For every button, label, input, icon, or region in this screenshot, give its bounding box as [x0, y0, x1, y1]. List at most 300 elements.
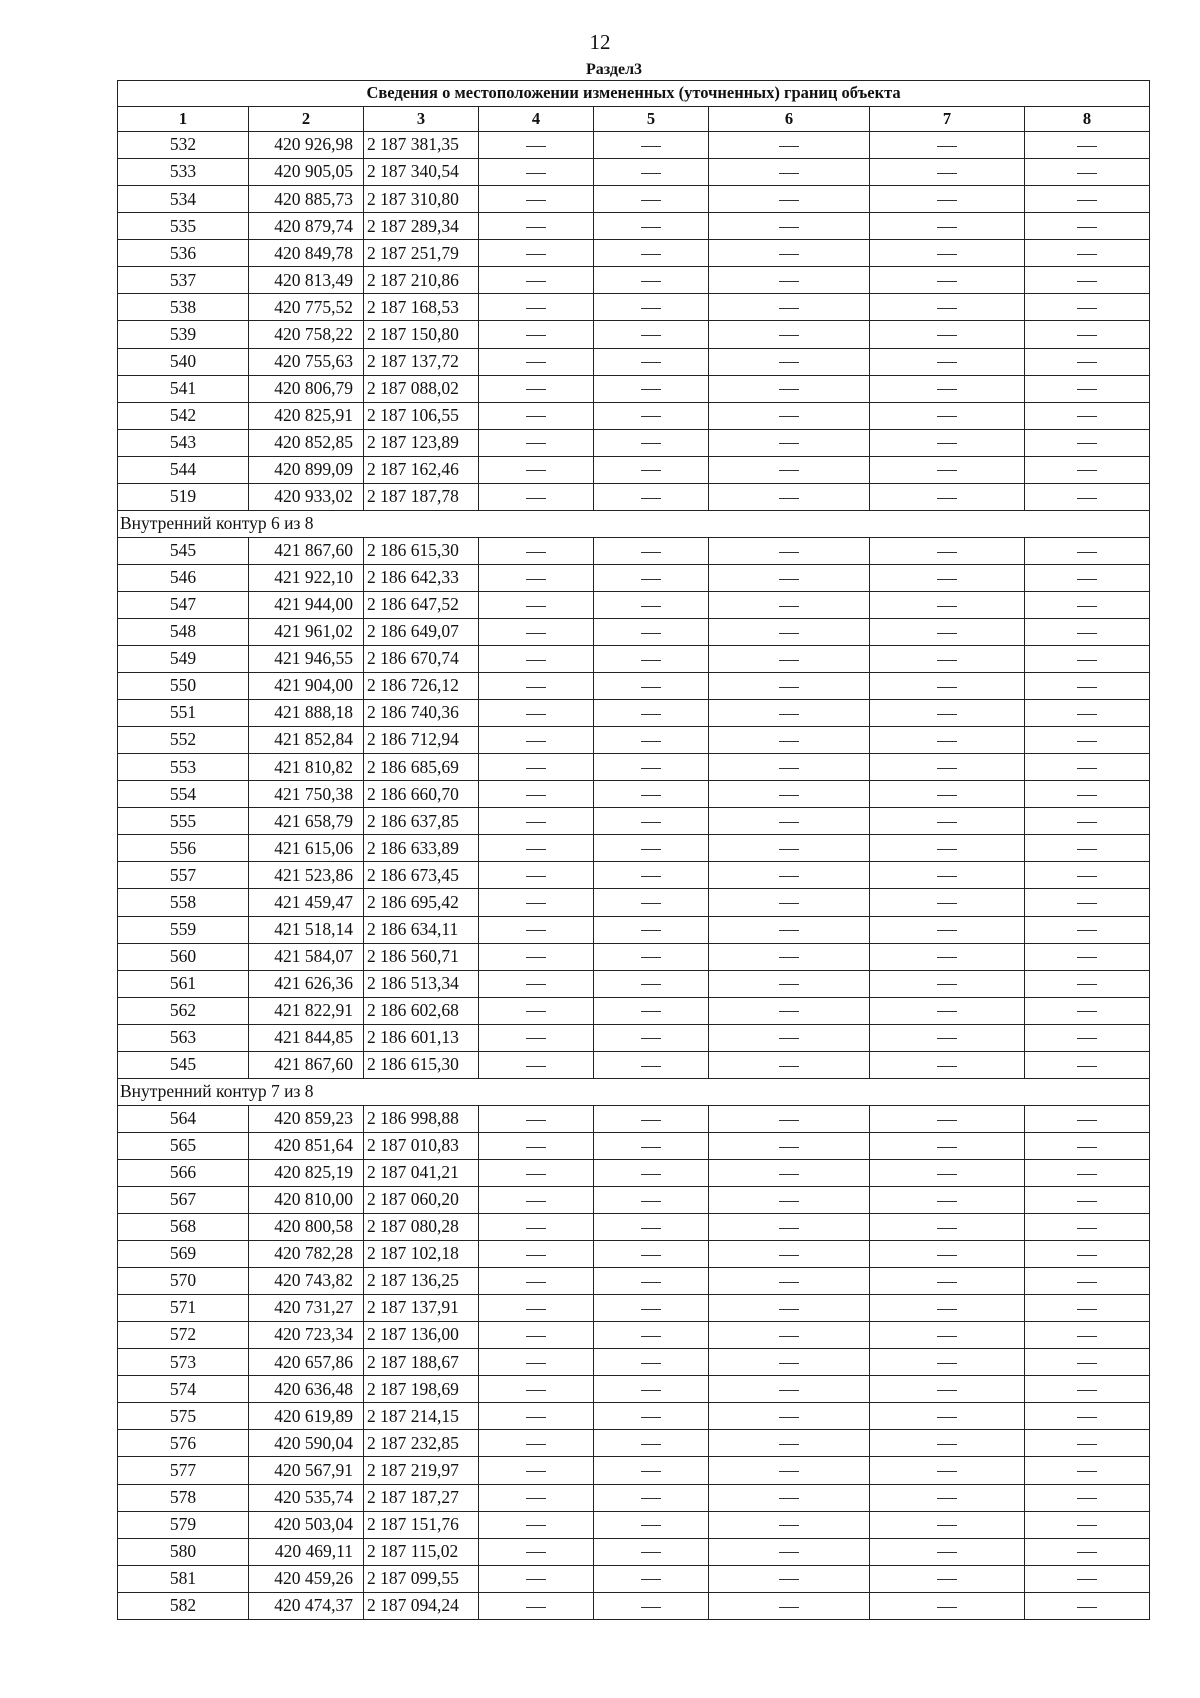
- table-row: [118, 1159, 1150, 1186]
- dash-mark: [641, 957, 661, 958]
- dash-mark: [526, 470, 546, 471]
- point-number-cell: 532: [118, 132, 249, 159]
- dash-mark: [1077, 822, 1097, 823]
- coord-x-cell: 421 658,79: [249, 808, 364, 835]
- coord-x-cell: 420 933,02: [249, 483, 364, 510]
- empty-value-cell: [594, 1241, 709, 1268]
- coord-x-cell: 420 590,04: [249, 1430, 364, 1457]
- dash-mark: [641, 1038, 661, 1039]
- empty-value-cell: [709, 1214, 870, 1241]
- coordinates-table: [117, 80, 1150, 1620]
- dash-mark: [1077, 227, 1097, 228]
- coord-x-cell: 420 619,89: [249, 1403, 364, 1430]
- empty-value-cell: [709, 375, 870, 402]
- table-row: [118, 862, 1150, 889]
- dash-mark: [1077, 660, 1097, 661]
- dash-mark: [937, 227, 957, 228]
- coord-y-cell: 2 186 560,71: [364, 943, 479, 970]
- empty-value-cell: [1025, 321, 1150, 348]
- dash-mark: [1077, 389, 1097, 390]
- point-number-cell: 574: [118, 1376, 249, 1403]
- empty-value-cell: [1025, 943, 1150, 970]
- empty-value-cell: [479, 483, 594, 510]
- empty-value-cell: [1025, 375, 1150, 402]
- dash-mark: [641, 389, 661, 390]
- dash-mark: [641, 1390, 661, 1391]
- dash-mark: [1077, 1066, 1097, 1067]
- dash-mark: [641, 498, 661, 499]
- point-number-cell: 561: [118, 970, 249, 997]
- empty-value-cell: [709, 1295, 870, 1322]
- dash-mark: [937, 795, 957, 796]
- dash-mark: [937, 552, 957, 553]
- point-number-cell: 571: [118, 1295, 249, 1322]
- coord-y-cell: 2 186 685,69: [364, 754, 479, 781]
- point-number-cell: 579: [118, 1511, 249, 1538]
- dash-mark: [779, 633, 799, 634]
- coord-x-cell: 420 905,05: [249, 159, 364, 186]
- dash-mark: [779, 606, 799, 607]
- empty-value-cell: [870, 159, 1025, 186]
- dash-mark: [937, 1607, 957, 1608]
- empty-value-cell: [870, 429, 1025, 456]
- empty-value-cell: [709, 1241, 870, 1268]
- empty-value-cell: [479, 1592, 594, 1619]
- point-number-cell: 543: [118, 429, 249, 456]
- dash-mark: [779, 173, 799, 174]
- dash-mark: [779, 1011, 799, 1012]
- coord-y-cell: 2 187 060,20: [364, 1186, 479, 1213]
- empty-value-cell: [479, 970, 594, 997]
- coord-x-cell: 420 758,22: [249, 321, 364, 348]
- dash-mark: [937, 930, 957, 931]
- dash-mark: [1077, 146, 1097, 147]
- coord-x-cell: 420 459,26: [249, 1565, 364, 1592]
- empty-value-cell: [870, 1376, 1025, 1403]
- dash-mark: [1077, 903, 1097, 904]
- point-number-cell: 549: [118, 646, 249, 673]
- empty-value-cell: [594, 1295, 709, 1322]
- coord-x-cell: 420 731,27: [249, 1295, 364, 1322]
- dash-mark: [641, 1471, 661, 1472]
- empty-value-cell: [1025, 889, 1150, 916]
- empty-value-cell: [1025, 970, 1150, 997]
- dash-mark: [1077, 1498, 1097, 1499]
- empty-value-cell: [1025, 754, 1150, 781]
- empty-value-cell: [594, 1349, 709, 1376]
- empty-value-cell: [479, 1105, 594, 1132]
- empty-value-cell: [709, 889, 870, 916]
- dash-mark: [937, 606, 957, 607]
- coord-y-cell: 2 187 010,83: [364, 1132, 479, 1159]
- point-number-cell: 563: [118, 1024, 249, 1051]
- empty-value-cell: [479, 646, 594, 673]
- empty-value-cell: [594, 997, 709, 1024]
- dash-mark: [641, 930, 661, 931]
- empty-value-cell: [1025, 1322, 1150, 1349]
- coord-x-cell: 420 800,58: [249, 1214, 364, 1241]
- dash-mark: [641, 1309, 661, 1310]
- coord-x-cell: 420 636,48: [249, 1376, 364, 1403]
- dash-mark: [779, 660, 799, 661]
- dash-mark: [1077, 579, 1097, 580]
- coord-x-cell: 420 723,34: [249, 1322, 364, 1349]
- coord-y-cell: 2 187 099,55: [364, 1565, 479, 1592]
- empty-value-cell: [870, 1186, 1025, 1213]
- column-header: 7: [870, 106, 1025, 132]
- table-row: [118, 1349, 1150, 1376]
- dash-mark: [937, 876, 957, 877]
- point-number-cell: 582: [118, 1592, 249, 1619]
- coord-y-cell: 2 186 602,68: [364, 997, 479, 1024]
- dash-mark: [779, 1471, 799, 1472]
- dash-mark: [641, 687, 661, 688]
- empty-value-cell: [1025, 1538, 1150, 1565]
- empty-value-cell: [870, 1105, 1025, 1132]
- coord-x-cell: 420 926,98: [249, 132, 364, 159]
- empty-value-cell: [870, 564, 1025, 591]
- dash-mark: [937, 984, 957, 985]
- coord-x-cell: 420 810,00: [249, 1186, 364, 1213]
- dash-mark: [937, 1309, 957, 1310]
- dash-mark: [641, 1363, 661, 1364]
- dash-mark: [641, 1579, 661, 1580]
- coord-y-cell: 2 187 041,21: [364, 1159, 479, 1186]
- empty-value-cell: [479, 1457, 594, 1484]
- empty-value-cell: [479, 240, 594, 267]
- dash-mark: [779, 1552, 799, 1553]
- empty-value-cell: [870, 1295, 1025, 1322]
- dash-mark: [526, 1282, 546, 1283]
- dash-mark: [937, 1066, 957, 1067]
- empty-value-cell: [1025, 1159, 1150, 1186]
- coord-y-cell: 2 187 151,76: [364, 1511, 479, 1538]
- empty-value-cell: [594, 862, 709, 889]
- empty-value-cell: [594, 159, 709, 186]
- empty-value-cell: [479, 402, 594, 429]
- table-row: [118, 186, 1150, 213]
- dash-mark: [937, 1444, 957, 1445]
- coord-x-cell: 420 851,64: [249, 1132, 364, 1159]
- table-row: [118, 727, 1150, 754]
- empty-value-cell: [1025, 781, 1150, 808]
- point-number-cell: 541: [118, 375, 249, 402]
- dash-mark: [1077, 1309, 1097, 1310]
- dash-mark: [937, 1390, 957, 1391]
- empty-value-cell: [709, 1159, 870, 1186]
- dash-mark: [1077, 849, 1097, 850]
- dash-mark: [1077, 795, 1097, 796]
- coord-y-cell: 2 186 642,33: [364, 564, 479, 591]
- dash-mark: [937, 362, 957, 363]
- dash-mark: [937, 308, 957, 309]
- dash-mark: [937, 173, 957, 174]
- coord-y-cell: 2 186 601,13: [364, 1024, 479, 1051]
- dash-mark: [641, 470, 661, 471]
- empty-value-cell: [870, 1511, 1025, 1538]
- table-row: [118, 348, 1150, 375]
- point-number-cell: 544: [118, 456, 249, 483]
- empty-value-cell: [870, 835, 1025, 862]
- empty-value-cell: [479, 1132, 594, 1159]
- empty-value-cell: [594, 619, 709, 646]
- empty-value-cell: [479, 673, 594, 700]
- point-number-cell: 535: [118, 213, 249, 240]
- dash-mark: [641, 416, 661, 417]
- contour-label: Внутренний контур 7 из 8: [118, 1078, 1150, 1105]
- empty-value-cell: [594, 240, 709, 267]
- dash-mark: [779, 1390, 799, 1391]
- table-row: [118, 1403, 1150, 1430]
- dash-mark: [779, 1255, 799, 1256]
- empty-value-cell: [1025, 294, 1150, 321]
- table-row: [118, 1322, 1150, 1349]
- dash-mark: [937, 957, 957, 958]
- point-number-cell: 545: [118, 537, 249, 564]
- empty-value-cell: [870, 294, 1025, 321]
- dash-mark: [526, 1038, 546, 1039]
- empty-value-cell: [709, 1051, 870, 1078]
- table-row: [118, 943, 1150, 970]
- dash-mark: [779, 1607, 799, 1608]
- empty-value-cell: [1025, 402, 1150, 429]
- empty-value-cell: [479, 159, 594, 186]
- dash-mark: [937, 741, 957, 742]
- empty-value-cell: [479, 591, 594, 618]
- point-number-cell: 553: [118, 754, 249, 781]
- table-row: [118, 754, 1150, 781]
- empty-value-cell: [870, 1051, 1025, 1078]
- column-header: 8: [1025, 106, 1150, 132]
- dash-mark: [779, 579, 799, 580]
- dash-mark: [526, 930, 546, 931]
- empty-value-cell: [1025, 1484, 1150, 1511]
- dash-mark: [779, 1228, 799, 1229]
- dash-mark: [526, 1228, 546, 1229]
- empty-value-cell: [594, 1186, 709, 1213]
- empty-value-cell: [709, 402, 870, 429]
- point-number-cell: 547: [118, 591, 249, 618]
- dash-mark: [1077, 876, 1097, 877]
- dash-mark: [1077, 1282, 1097, 1283]
- dash-mark: [526, 1201, 546, 1202]
- table-row: [118, 375, 1150, 402]
- dash-mark: [526, 822, 546, 823]
- empty-value-cell: [870, 186, 1025, 213]
- empty-value-cell: [479, 997, 594, 1024]
- coord-y-cell: 2 187 214,15: [364, 1403, 479, 1430]
- dash-mark: [526, 254, 546, 255]
- empty-value-cell: [870, 240, 1025, 267]
- empty-value-cell: [594, 132, 709, 159]
- coord-x-cell: 420 885,73: [249, 186, 364, 213]
- coord-x-cell: 421 961,02: [249, 619, 364, 646]
- point-number-cell: 572: [118, 1322, 249, 1349]
- empty-value-cell: [870, 1214, 1025, 1241]
- dash-mark: [937, 1552, 957, 1553]
- empty-value-cell: [1025, 1295, 1150, 1322]
- table-row: [118, 591, 1150, 618]
- coord-y-cell: 2 187 080,28: [364, 1214, 479, 1241]
- coord-y-cell: 2 187 232,85: [364, 1430, 479, 1457]
- empty-value-cell: [870, 348, 1025, 375]
- table-row: [118, 997, 1150, 1024]
- point-number-cell: 562: [118, 997, 249, 1024]
- coord-x-cell: 421 888,18: [249, 700, 364, 727]
- empty-value-cell: [594, 1322, 709, 1349]
- dash-mark: [526, 1309, 546, 1310]
- empty-value-cell: [870, 537, 1025, 564]
- dash-mark: [937, 416, 957, 417]
- coord-y-cell: 2 187 381,35: [364, 132, 479, 159]
- table-row: [118, 267, 1150, 294]
- dash-mark: [779, 362, 799, 363]
- empty-value-cell: [594, 835, 709, 862]
- empty-value-cell: [709, 1376, 870, 1403]
- empty-value-cell: [479, 700, 594, 727]
- dash-mark: [937, 822, 957, 823]
- coord-y-cell: 2 187 123,89: [364, 429, 479, 456]
- table-row: [118, 1430, 1150, 1457]
- dash-mark: [526, 606, 546, 607]
- dash-mark: [641, 1201, 661, 1202]
- table-row: [118, 835, 1150, 862]
- dash-mark: [526, 416, 546, 417]
- dash-mark: [1077, 957, 1097, 958]
- empty-value-cell: [709, 781, 870, 808]
- dash-mark: [526, 1607, 546, 1608]
- empty-value-cell: [870, 673, 1025, 700]
- dash-mark: [1077, 768, 1097, 769]
- empty-value-cell: [1025, 1051, 1150, 1078]
- empty-value-cell: [479, 754, 594, 781]
- dash-mark: [641, 1255, 661, 1256]
- dash-mark: [937, 470, 957, 471]
- coord-y-cell: 2 187 115,02: [364, 1538, 479, 1565]
- table-row: [118, 294, 1150, 321]
- empty-value-cell: [1025, 700, 1150, 727]
- dash-mark: [779, 768, 799, 769]
- coord-y-cell: 2 186 712,94: [364, 727, 479, 754]
- dash-mark: [526, 1552, 546, 1553]
- dash-mark: [526, 876, 546, 877]
- table-header-row: [118, 106, 1150, 132]
- empty-value-cell: [479, 1295, 594, 1322]
- empty-value-cell: [709, 1105, 870, 1132]
- dash-mark: [526, 984, 546, 985]
- empty-value-cell: [709, 835, 870, 862]
- empty-value-cell: [870, 1241, 1025, 1268]
- empty-value-cell: [594, 294, 709, 321]
- dash-mark: [779, 1038, 799, 1039]
- point-number-cell: 548: [118, 619, 249, 646]
- empty-value-cell: [870, 402, 1025, 429]
- empty-value-cell: [594, 1592, 709, 1619]
- empty-value-cell: [1025, 1565, 1150, 1592]
- coord-x-cell: 421 615,06: [249, 835, 364, 862]
- point-number-cell: 555: [118, 808, 249, 835]
- table-row: [118, 1538, 1150, 1565]
- dash-mark: [1077, 714, 1097, 715]
- point-number-cell: 576: [118, 1430, 249, 1457]
- column-header: 4: [479, 106, 594, 132]
- dash-mark: [779, 714, 799, 715]
- empty-value-cell: [709, 673, 870, 700]
- coord-y-cell: 2 187 102,18: [364, 1241, 479, 1268]
- empty-value-cell: [870, 727, 1025, 754]
- empty-value-cell: [594, 1376, 709, 1403]
- empty-value-cell: [709, 1430, 870, 1457]
- table-row: [118, 564, 1150, 591]
- dash-mark: [1077, 1525, 1097, 1526]
- empty-value-cell: [1025, 186, 1150, 213]
- dash-mark: [641, 660, 661, 661]
- empty-value-cell: [594, 970, 709, 997]
- dash-mark: [779, 687, 799, 688]
- dash-mark: [937, 1201, 957, 1202]
- empty-value-cell: [870, 754, 1025, 781]
- table-row: [118, 619, 1150, 646]
- empty-value-cell: [709, 1132, 870, 1159]
- dash-mark: [937, 1282, 957, 1283]
- table-row: [118, 1457, 1150, 1484]
- empty-value-cell: [1025, 591, 1150, 618]
- dash-mark: [526, 308, 546, 309]
- empty-value-cell: [870, 1349, 1025, 1376]
- empty-value-cell: [594, 1457, 709, 1484]
- dash-mark: [641, 876, 661, 877]
- empty-value-cell: [479, 186, 594, 213]
- coord-y-cell: 2 186 726,12: [364, 673, 479, 700]
- dash-mark: [641, 254, 661, 255]
- dash-mark: [526, 1066, 546, 1067]
- dash-mark: [1077, 1228, 1097, 1229]
- empty-value-cell: [594, 673, 709, 700]
- coord-x-cell: 420 825,19: [249, 1159, 364, 1186]
- dash-mark: [1077, 1011, 1097, 1012]
- dash-mark: [1077, 687, 1097, 688]
- coord-x-cell: 421 822,91: [249, 997, 364, 1024]
- dash-mark: [1077, 308, 1097, 309]
- table-row: [118, 537, 1150, 564]
- empty-value-cell: [479, 294, 594, 321]
- dash-mark: [779, 254, 799, 255]
- coord-x-cell: 420 879,74: [249, 213, 364, 240]
- coord-x-cell: 420 899,09: [249, 456, 364, 483]
- empty-value-cell: [479, 1024, 594, 1051]
- table-row: [118, 1132, 1150, 1159]
- point-number-cell: 556: [118, 835, 249, 862]
- dash-mark: [1077, 1120, 1097, 1121]
- dash-mark: [526, 714, 546, 715]
- dash-mark: [1077, 633, 1097, 634]
- dash-mark: [937, 1011, 957, 1012]
- empty-value-cell: [709, 1484, 870, 1511]
- dash-mark: [779, 849, 799, 850]
- empty-value-cell: [594, 429, 709, 456]
- dash-mark: [937, 1471, 957, 1472]
- dash-mark: [526, 633, 546, 634]
- empty-value-cell: [1025, 159, 1150, 186]
- empty-value-cell: [479, 132, 594, 159]
- dash-mark: [779, 1201, 799, 1202]
- empty-value-cell: [479, 321, 594, 348]
- coord-x-cell: 420 825,91: [249, 402, 364, 429]
- empty-value-cell: [1025, 646, 1150, 673]
- coord-y-cell: 2 186 615,30: [364, 1051, 479, 1078]
- point-number-cell: 581: [118, 1565, 249, 1592]
- dash-mark: [937, 579, 957, 580]
